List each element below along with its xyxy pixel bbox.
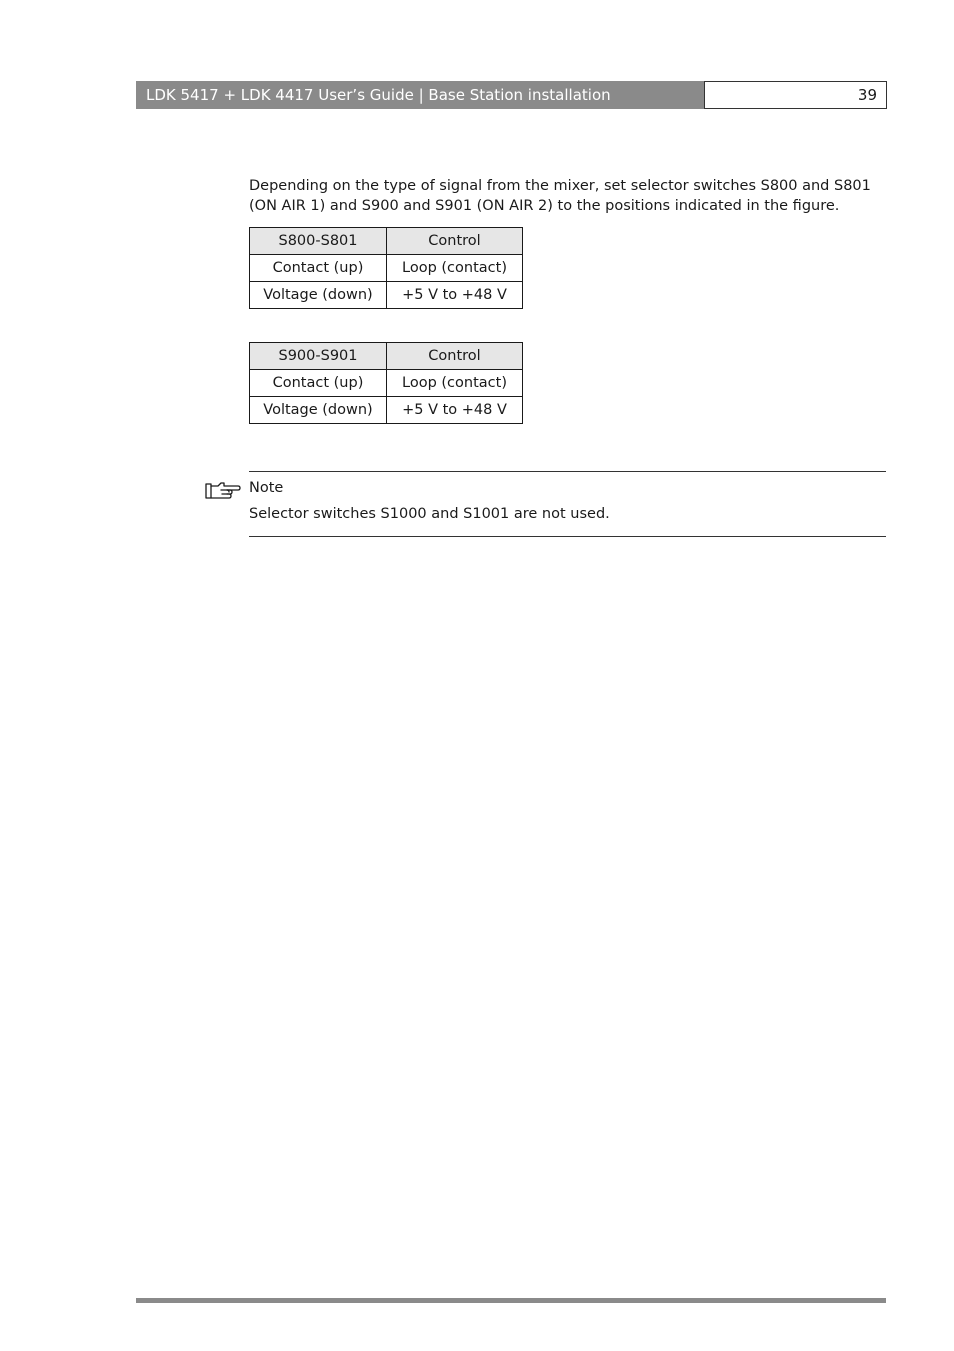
table-header-cell: S900-S901 bbox=[250, 343, 387, 370]
table-header-row bbox=[250, 228, 523, 255]
header-title: LDK 5417 + LDK 4417 User’s Guide | Base Station installation bbox=[146, 86, 611, 104]
table-header-row bbox=[250, 343, 523, 370]
note-bottom-rule bbox=[249, 536, 886, 537]
page-number-box bbox=[704, 81, 887, 109]
table-header-cell: Control bbox=[387, 228, 523, 255]
page-number: 39 bbox=[857, 86, 877, 104]
table-cell: Loop (contact) bbox=[387, 370, 523, 397]
table-cell: Voltage (down) bbox=[250, 397, 387, 424]
intro-paragraph: Depending on the type of signal from the mixer, set selector switches S800 and S801 (ON AIR 1) and S900 and S901 (ON AIR 2) to the positions indicated in the figure. bbox=[249, 178, 871, 214]
s900-s901-table bbox=[249, 342, 523, 424]
table-header-cell: Control bbox=[387, 343, 523, 370]
table-cell: Loop (contact) bbox=[387, 255, 523, 282]
note-text: Selector switches S1000 and S1001 are not used. bbox=[249, 506, 610, 522]
note-top-rule bbox=[249, 471, 886, 472]
s800-s801-table bbox=[249, 227, 523, 309]
table-row bbox=[250, 282, 523, 309]
table-cell: Contact (up) bbox=[250, 255, 387, 282]
table-cell: +5 V to +48 V bbox=[387, 397, 523, 424]
table-row bbox=[250, 255, 523, 282]
table-header-cell: S800-S801 bbox=[250, 228, 387, 255]
table-cell: Voltage (down) bbox=[250, 282, 387, 309]
note-title: Note bbox=[249, 480, 284, 496]
table-row bbox=[250, 397, 523, 424]
table-row bbox=[250, 370, 523, 397]
table-cell: +5 V to +48 V bbox=[387, 282, 523, 309]
table-cell: Contact (up) bbox=[250, 370, 387, 397]
header-title-bar bbox=[136, 81, 704, 109]
footer-bar bbox=[136, 1298, 886, 1303]
pointing-hand-icon bbox=[205, 478, 241, 502]
